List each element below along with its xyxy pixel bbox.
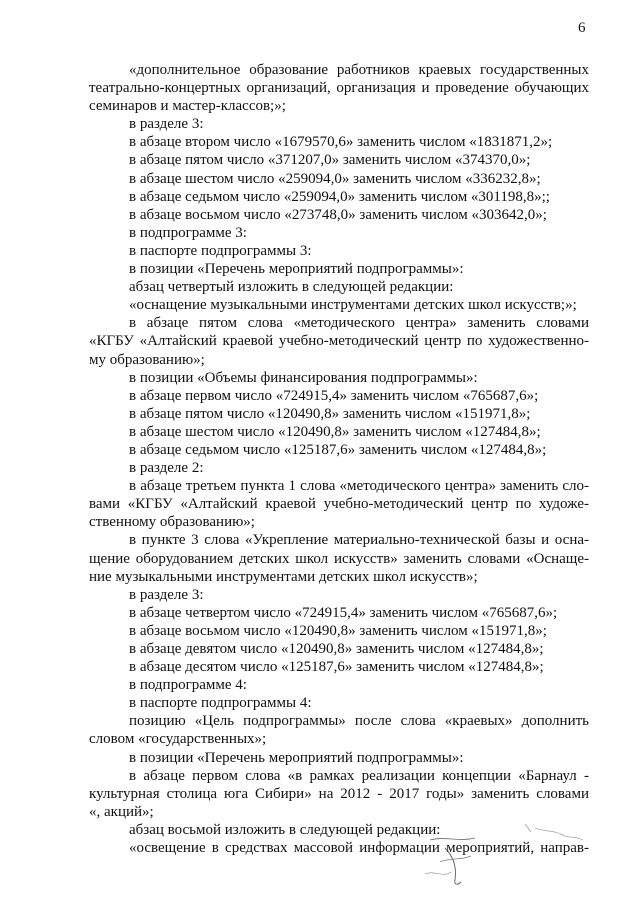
- text-line: позицию «Цель подпрограммы» после слова «краевых» дополнить: [129, 713, 589, 730]
- text-line: в абзаце втором число «1679570,6» заменить числом «1831871,2»;: [129, 134, 553, 151]
- document-body: [89, 61, 589, 857]
- text-line: в абзаце четвертом число «724915,4» заменить числом «765687,6»;: [129, 604, 558, 621]
- text-line: в паспорте подпрограммы 4:: [129, 695, 312, 712]
- text-line: вами «КГБУ «Алтайский краевой учебно-методический центр по художе-: [89, 496, 589, 513]
- text-line: в абзаце пятом число «371207,0» заменить числом «374370,0»;: [129, 152, 531, 169]
- text-line: в абзаце пятом слова «методического центра» заменить словами: [129, 315, 589, 332]
- text-line: семинаров и мастер-классов;»;: [89, 98, 286, 115]
- text-line: в позиции «Перечень мероприятий подпрограммы»:: [129, 749, 464, 766]
- text-line: ние музыкальными инструментами детских школ искусств»;: [89, 568, 478, 585]
- text-line: в абзаце седьмом число «259094,0» заменить числом «301198,8»;;: [129, 188, 550, 205]
- text-line: в абзаце шестом число «259094,0» заменить числом «336232,8»;: [129, 170, 541, 187]
- text-line: в разделе 3:: [129, 586, 204, 603]
- text-line: абзац восьмой изложить в следующей редакции:: [129, 821, 441, 838]
- text-line: в абзаце пятом число «120490,8» заменить числом «151971,8»;: [129, 405, 531, 422]
- text-line: в подпрограмме 3:: [129, 224, 247, 241]
- text-line: в позиции «Перечень мероприятий подпрограммы»:: [129, 261, 464, 278]
- text-line: в пункте 3 слова «Укрепление материально-технической базы и осна-: [129, 532, 589, 549]
- text-line: «дополнительное образование работников краевых государственных: [129, 62, 589, 78]
- text-line: в разделе 3:: [129, 116, 204, 133]
- text-line: культурная столица юга Сибири» на 2012 - 2017 годы» заменить словами: [89, 785, 589, 802]
- text-line: в абзаце девятом число «120490,8» заменить числом «127484,8»;: [129, 641, 544, 657]
- text-line: «освещение в средствах массовой информации мероприятий, направ-: [129, 840, 589, 857]
- text-line: в подпрограмме 4:: [129, 677, 247, 694]
- text-line: абзац четвертый изложить в следующей редакции:: [129, 279, 454, 296]
- text-line: ственному образованию»;: [89, 514, 255, 531]
- text-line: «оснащение музыкальными инструментами детских школ искусств;»;: [129, 297, 577, 314]
- text-line: щение оборудованием детских школ искусств» заменить словами «Оснаще-: [89, 550, 589, 567]
- text-line: в абзаце седьмом число «125187,6» заменить числом «127484,8»;: [129, 441, 547, 458]
- text-line: «КГБУ «Алтайский краевой учебно-методический центр по художественно-: [89, 333, 589, 350]
- text-line: в абзаце шестом число «120490,8» заменить числом «127484,8»;: [129, 423, 541, 440]
- text-line: в паспорте подпрограммы 3:: [129, 242, 312, 259]
- page-number: 6: [578, 20, 586, 36]
- text-line: в абзаце восьмом число «120490,8» заменить числом «151971,8»;: [129, 622, 547, 639]
- text-line: в абзаце первом слова «в рамках реализации концепции «Барнаул -: [129, 767, 589, 784]
- text-line: словом «государственных»;: [89, 731, 267, 748]
- text-line: в абзаце первом число «724915,4» заменить числом «765687,6»;: [129, 387, 539, 404]
- text-line: театрально-концертных организаций, организация и проведение обучающих: [89, 80, 589, 97]
- text-line: в разделе 2:: [129, 460, 204, 477]
- text-line: му образованию»;: [89, 351, 205, 368]
- text-line: в абзаце десятом число «125187,6» заменить числом «127484,8»;: [129, 659, 544, 676]
- text-line: «, акций»;: [89, 803, 154, 820]
- pen-mark-scribble: [405, 822, 605, 892]
- text-line: в абзаце третьем пункта 1 слова «методического центра» заменить сло-: [129, 478, 589, 495]
- text-line: в абзаце восьмом число «273748,0» заменить числом «303642,0»;: [129, 206, 547, 223]
- text-line: в позиции «Объемы финансирования подпрограммы»:: [129, 369, 478, 386]
